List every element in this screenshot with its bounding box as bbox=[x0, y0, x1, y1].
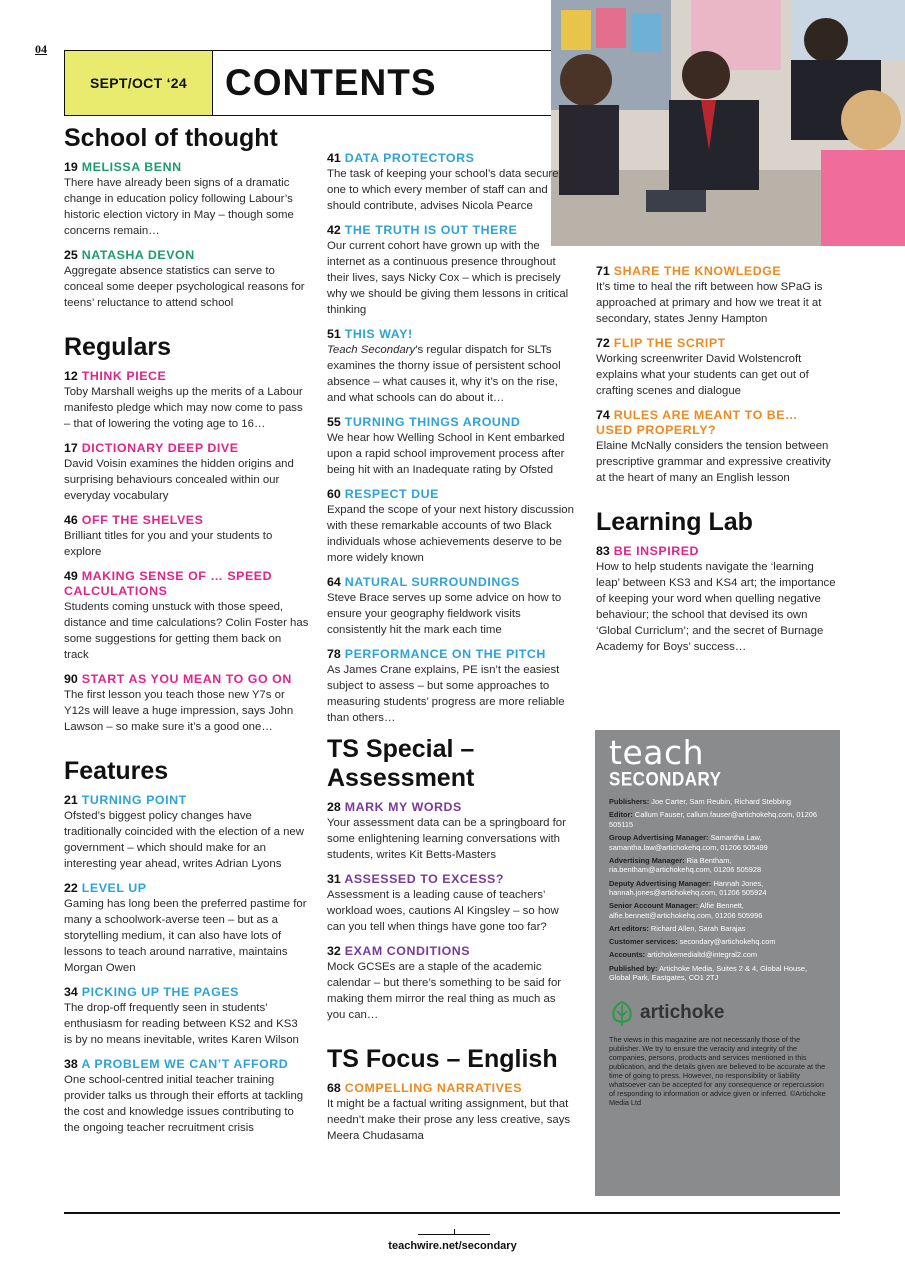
article-page: 51 bbox=[327, 327, 341, 341]
article-description: Toby Marshall weighs up the merits of a Labour manifesto pledge which may now come to pass – that of lowering the voting age to 16… bbox=[64, 386, 303, 430]
article-title: NATURAL SURROUNDINGS bbox=[344, 575, 520, 589]
credit-line bbox=[609, 924, 826, 934]
article-title: TURNING THINGS AROUND bbox=[344, 415, 521, 429]
section-title: Regulars bbox=[64, 333, 171, 361]
credit-value: Hannah Jones, hannah.jones@artichokehq.com, 01206 505924 bbox=[609, 878, 767, 898]
article-page: 22 bbox=[64, 881, 78, 895]
article-entry[interactable] bbox=[64, 793, 309, 872]
article-page: 17 bbox=[64, 441, 78, 455]
article-title: BE INSPIRED bbox=[613, 544, 700, 558]
article-page: 41 bbox=[327, 151, 341, 165]
article-description: The drop-off frequently seen in students’ enthusiasm for reading between KS2 and KS3 is by no means inevitable, writes Karen Wilson bbox=[64, 1002, 299, 1046]
credit-value: Joe Carter, Sam Reubin, Richard Stebbing bbox=[649, 797, 791, 806]
credit-value: Richard Allen, Sarah Barajas bbox=[648, 924, 746, 934]
article-entry[interactable] bbox=[64, 1057, 309, 1136]
article-title: FLIP THE SCRIPT bbox=[613, 336, 726, 350]
credit-value: secondary@artichokehq.com bbox=[677, 937, 776, 947]
credit-line bbox=[609, 964, 826, 983]
footer-mark-tick bbox=[454, 1229, 455, 1234]
article-entry[interactable] bbox=[327, 223, 577, 318]
article-page: 83 bbox=[596, 544, 610, 558]
article-entry[interactable] bbox=[64, 369, 309, 432]
artichoke-wordmark: artichoke bbox=[640, 1001, 725, 1023]
article-description: Assessment is a leading cause of teachers’ workload woes, cautions Al Kingsley – so how can you tell when things have gone too far? bbox=[327, 889, 559, 933]
article-title: EXAM CONDITIONS bbox=[344, 944, 471, 958]
article-page: 90 bbox=[64, 672, 78, 686]
credit-value: Alfie Bennett, alfie.bennett@artichokehq.com, 01206 505996 bbox=[609, 901, 763, 920]
footer-mark bbox=[418, 1234, 490, 1235]
credit-label: Publishers: bbox=[609, 797, 650, 806]
article-title: PERFORMANCE ON THE PITCH bbox=[344, 647, 546, 661]
credit-value: Artichoke Media, Suites 2 & 4, Global House, Global Park, Eastgates, CO1 2TJ bbox=[609, 963, 808, 983]
credit-line bbox=[609, 797, 826, 807]
article-description: We hear how Welling School in Kent embarked upon a rapid school improvement process after being hit with an Inadequate rating by Ofsted bbox=[327, 432, 565, 476]
article-description: Mock GCSEs are a staple of the academic calendar – but there’s something to be said for making them mirror the real thing as much as you can… bbox=[327, 961, 562, 1021]
article-entry[interactable] bbox=[64, 985, 309, 1048]
article-title: LEVEL UP bbox=[81, 881, 147, 895]
article-page: 74 bbox=[596, 408, 610, 422]
credit-value: Samantha Law, samantha.law@artichokehq.com, 01206 505499 bbox=[609, 832, 768, 852]
section-title: Learning Lab bbox=[596, 508, 753, 536]
article-entry[interactable] bbox=[327, 872, 577, 935]
article-page: 60 bbox=[327, 487, 341, 501]
section-title-line2: Assessment bbox=[327, 764, 475, 792]
column-1 bbox=[64, 124, 309, 1145]
credit-line bbox=[609, 879, 826, 898]
article-entry[interactable] bbox=[596, 544, 836, 655]
section-title: School of thought bbox=[64, 124, 278, 152]
section-title: TS Focus – English bbox=[327, 1045, 558, 1073]
article-title: RESPECT DUE bbox=[344, 487, 439, 501]
article-page: 68 bbox=[327, 1081, 341, 1095]
credit-label: Senior Account Manager: bbox=[609, 901, 699, 911]
credit-label: Published by: bbox=[609, 963, 658, 973]
footer-url[interactable]: teachwire.net/secondary bbox=[388, 1240, 517, 1252]
column-3 bbox=[596, 264, 836, 664]
article-title: THE TRUTH IS OUT THERE bbox=[344, 223, 518, 237]
credit-line bbox=[609, 937, 826, 947]
article-page: 49 bbox=[64, 569, 78, 583]
credit-line bbox=[609, 856, 826, 875]
article-description: Elaine McNally considers the tension between prescriptive grammar and expressive creativity at the heart of many an English lesson bbox=[596, 440, 831, 484]
article-entry[interactable] bbox=[64, 672, 309, 735]
article-description: It’s time to heal the rift between how SPaG is approached at primary and how we treat it at secondary, states Jenny Hampton bbox=[596, 281, 823, 325]
article-page: 34 bbox=[64, 985, 78, 999]
secondary-logo: SECONDARY bbox=[609, 768, 722, 790]
article-title: OFF THE SHELVES bbox=[81, 513, 204, 527]
article-title: MARK MY WORDS bbox=[344, 800, 462, 814]
section-title: TS Special – bbox=[327, 735, 475, 763]
article-entry[interactable] bbox=[327, 415, 577, 478]
article-page: 25 bbox=[64, 248, 78, 262]
article-entry[interactable] bbox=[327, 327, 577, 406]
article-entry[interactable] bbox=[327, 1081, 577, 1144]
footer-rule bbox=[64, 1212, 840, 1214]
credit-label: Accounts: bbox=[609, 950, 646, 960]
article-description: Steve Brace serves up some advice on how to ensure your geography fieldwork visits consistently hit the mark each time bbox=[327, 592, 562, 636]
article-page: 71 bbox=[596, 264, 610, 278]
credits-box bbox=[595, 730, 840, 1196]
article-description: Your assessment data can be a springboard for some enlightening learning conversations with students, writes Kit Betts-Masters bbox=[327, 817, 566, 861]
article-title: RULES ARE MEANT TO BE… USED PROPERLY? bbox=[596, 408, 798, 437]
classroom-photo-icon bbox=[551, 0, 905, 246]
article-description: Students coming unstuck with those speed, distance and time calculations? Colin Foster has some suggestions for getting them back on track bbox=[64, 601, 309, 661]
article-page: 78 bbox=[327, 647, 341, 661]
article-description: Ofsted’s biggest policy changes have traditionally coincided with the election of a new government – which should make for an interesting year ahead, writes Adrian Lyons bbox=[64, 810, 304, 870]
classroom-photo bbox=[551, 0, 905, 246]
article-entry[interactable] bbox=[327, 487, 577, 566]
column-2 bbox=[327, 151, 577, 1153]
article-entry[interactable] bbox=[327, 944, 577, 1023]
article-description: It might be a factual writing assignment, but that needn’t make their prose any less creative, says Meera Chudasama bbox=[327, 1098, 571, 1142]
article-description: David Voisin examines the hidden origins and surprising behaviours concealed within our everyday vocabulary bbox=[64, 458, 294, 502]
article-entry[interactable] bbox=[64, 881, 309, 976]
article-entry[interactable] bbox=[327, 647, 577, 726]
article-description: Working screenwriter David Wolstencroft explains what your students can get out of crafting scenes and dialogue bbox=[596, 353, 809, 397]
article-page: 12 bbox=[64, 369, 78, 383]
article-description: One school-centred initial teacher training provider talks us through their efforts at tackling the cost and knowledge issues contributing to the ongoing teacher recruitment crisis bbox=[64, 1074, 304, 1134]
contents-header bbox=[64, 50, 564, 116]
artichoke-logo bbox=[609, 999, 826, 1027]
article-description: There have already been signs of a dramatic change in education policy following Labour’s historic election victory in May – though some concerns remain… bbox=[64, 177, 294, 237]
disclaimer-text: The views in this magazine are not necessarily those of the publisher. We try to ensure the veracity and integrity of the companies, persons, products and services mentioned in this publication, and the details given are believed to be accurate at the time of going to press. However, no responsibility or liability whatsoever can be accepted for any consequence or repercussion of responding to information or advice given or inferred. ©Artichoke Media Ltd bbox=[609, 1034, 826, 1107]
credit-label: Advertising Manager: bbox=[609, 855, 685, 865]
article-entry[interactable] bbox=[327, 151, 577, 214]
credit-label: Deputy Advertising Manager: bbox=[609, 878, 712, 888]
credit-label: Group Advertising Manager: bbox=[609, 832, 709, 842]
article-title: THIS WAY! bbox=[344, 327, 413, 341]
article-page: 32 bbox=[327, 944, 341, 958]
page-number: 04 bbox=[35, 42, 47, 56]
article-page: 72 bbox=[596, 336, 610, 350]
article-page: 19 bbox=[64, 160, 78, 174]
article-page: 38 bbox=[64, 1057, 78, 1071]
article-title: DATA PROTECTORS bbox=[344, 151, 475, 165]
article-description: Aggregate absence statistics can serve to conceal some deeper psychological reasons for teens’ reluctance to attend school bbox=[64, 265, 305, 309]
article-entry[interactable] bbox=[64, 569, 309, 663]
article-title: THINK PIECE bbox=[81, 369, 167, 383]
article-page: 21 bbox=[64, 793, 78, 807]
article-title: COMPELLING NARRATIVES bbox=[344, 1081, 523, 1095]
article-page: 46 bbox=[64, 513, 78, 527]
credit-line bbox=[609, 950, 826, 960]
article-page: 64 bbox=[327, 575, 341, 589]
section-title: Features bbox=[64, 757, 169, 785]
artichoke-icon bbox=[609, 999, 635, 1027]
article-title: NATASHA DEVON bbox=[81, 248, 195, 262]
article-description: Expand the scope of your next history discussion with these remarkable accounts of two Black individuals whose achievements deserve to be more widely known bbox=[327, 504, 574, 564]
article-entry[interactable] bbox=[64, 160, 309, 239]
article-page: 55 bbox=[327, 415, 341, 429]
credit-value: Ria Bentham, ria.bentham@artichokehq.com, 01206 505928 bbox=[609, 855, 762, 875]
article-entry[interactable] bbox=[64, 441, 309, 504]
article-description: The task of keeping your school’s data secure is one to which every member of staff can and should contribute, advises Nicola Pearce bbox=[327, 168, 570, 212]
credit-value: Callum Fauser, callum.fauser@artichokehq.com, 01206 505115 bbox=[609, 810, 817, 829]
article-title: ASSESSED TO EXCESS? bbox=[344, 872, 504, 886]
credit-line bbox=[609, 901, 826, 920]
credit-label: Editor: bbox=[609, 810, 633, 820]
article-title: START AS YOU MEAN TO GO ON bbox=[81, 672, 292, 686]
credit-value: artichokemedialtd@integral2.com bbox=[645, 950, 757, 960]
article-description: As James Crane explains, PE isn’t the easiest subject to assess – but some approaches to measuring students’ progress are more reliable than others… bbox=[327, 664, 565, 724]
article-description: The first lesson you teach those new Y7s or Y12s will leave a huge impression, says John Lawson – so make sure it’s a good one… bbox=[64, 689, 294, 733]
article-entry[interactable] bbox=[596, 408, 836, 486]
article-description: Gaming has long been the preferred pastime for many a schoolwork-averse teen – but as a storytelling medium, it can also have lots of lessons to teach around narrative, maintains Morgan Owen bbox=[64, 898, 307, 974]
article-page: 28 bbox=[327, 800, 341, 814]
article-title: SHARE THE KNOWLEDGE bbox=[613, 264, 782, 278]
article-description bbox=[327, 342, 577, 406]
article-entry[interactable] bbox=[327, 800, 577, 863]
article-title: TURNING POINT bbox=[81, 793, 187, 807]
article-description: Our current cohort have grown up with the internet as a continuous presence throughout their lives, says Nicky Cox – which is precisely why we should be giving them lessons in critical thinking bbox=[327, 240, 569, 316]
article-entry[interactable] bbox=[596, 264, 836, 327]
teach-logo: teach bbox=[609, 733, 705, 772]
article-title: MAKING SENSE OF … SPEED CALCULATIONS bbox=[64, 569, 273, 598]
article-page: 31 bbox=[327, 872, 341, 886]
credit-line bbox=[609, 833, 826, 852]
credit-label: Customer services: bbox=[609, 937, 678, 947]
article-description-text: ’s regular dispatch for SLTs examines the thorny issue of persistent school absence – what causes it, why it’s on the rise, and what schools can do about it… bbox=[327, 344, 561, 404]
article-title: DICTIONARY DEEP DIVE bbox=[81, 441, 239, 455]
page-title: CONTENTS bbox=[225, 62, 437, 103]
article-description: How to help students navigate the ‘learning leap’ between KS3 and KS4 art; the importance of keeping your word when quelling negative behaviour; the school that devised its own ‘Global Curriclum’; and the secret of Burnage Academy for Boys’ success… bbox=[596, 561, 836, 653]
article-title: PICKING UP THE PAGES bbox=[81, 985, 239, 999]
article-entry[interactable] bbox=[327, 575, 577, 638]
credit-label: Art editors: bbox=[609, 924, 649, 934]
issue-date: SEPT/OCT ‘24 bbox=[65, 51, 213, 115]
credit-line bbox=[609, 810, 826, 829]
article-description: Brilliant titles for you and your students to explore bbox=[64, 530, 273, 558]
article-entry[interactable] bbox=[64, 248, 309, 311]
article-page: 42 bbox=[327, 223, 341, 237]
article-title: MELISSA BENN bbox=[81, 160, 182, 174]
publication-name: Teach Secondary bbox=[327, 344, 416, 356]
article-title: A PROBLEM WE CAN’T AFFORD bbox=[81, 1057, 289, 1071]
article-entry[interactable] bbox=[64, 513, 309, 560]
article-entry[interactable] bbox=[596, 336, 836, 399]
